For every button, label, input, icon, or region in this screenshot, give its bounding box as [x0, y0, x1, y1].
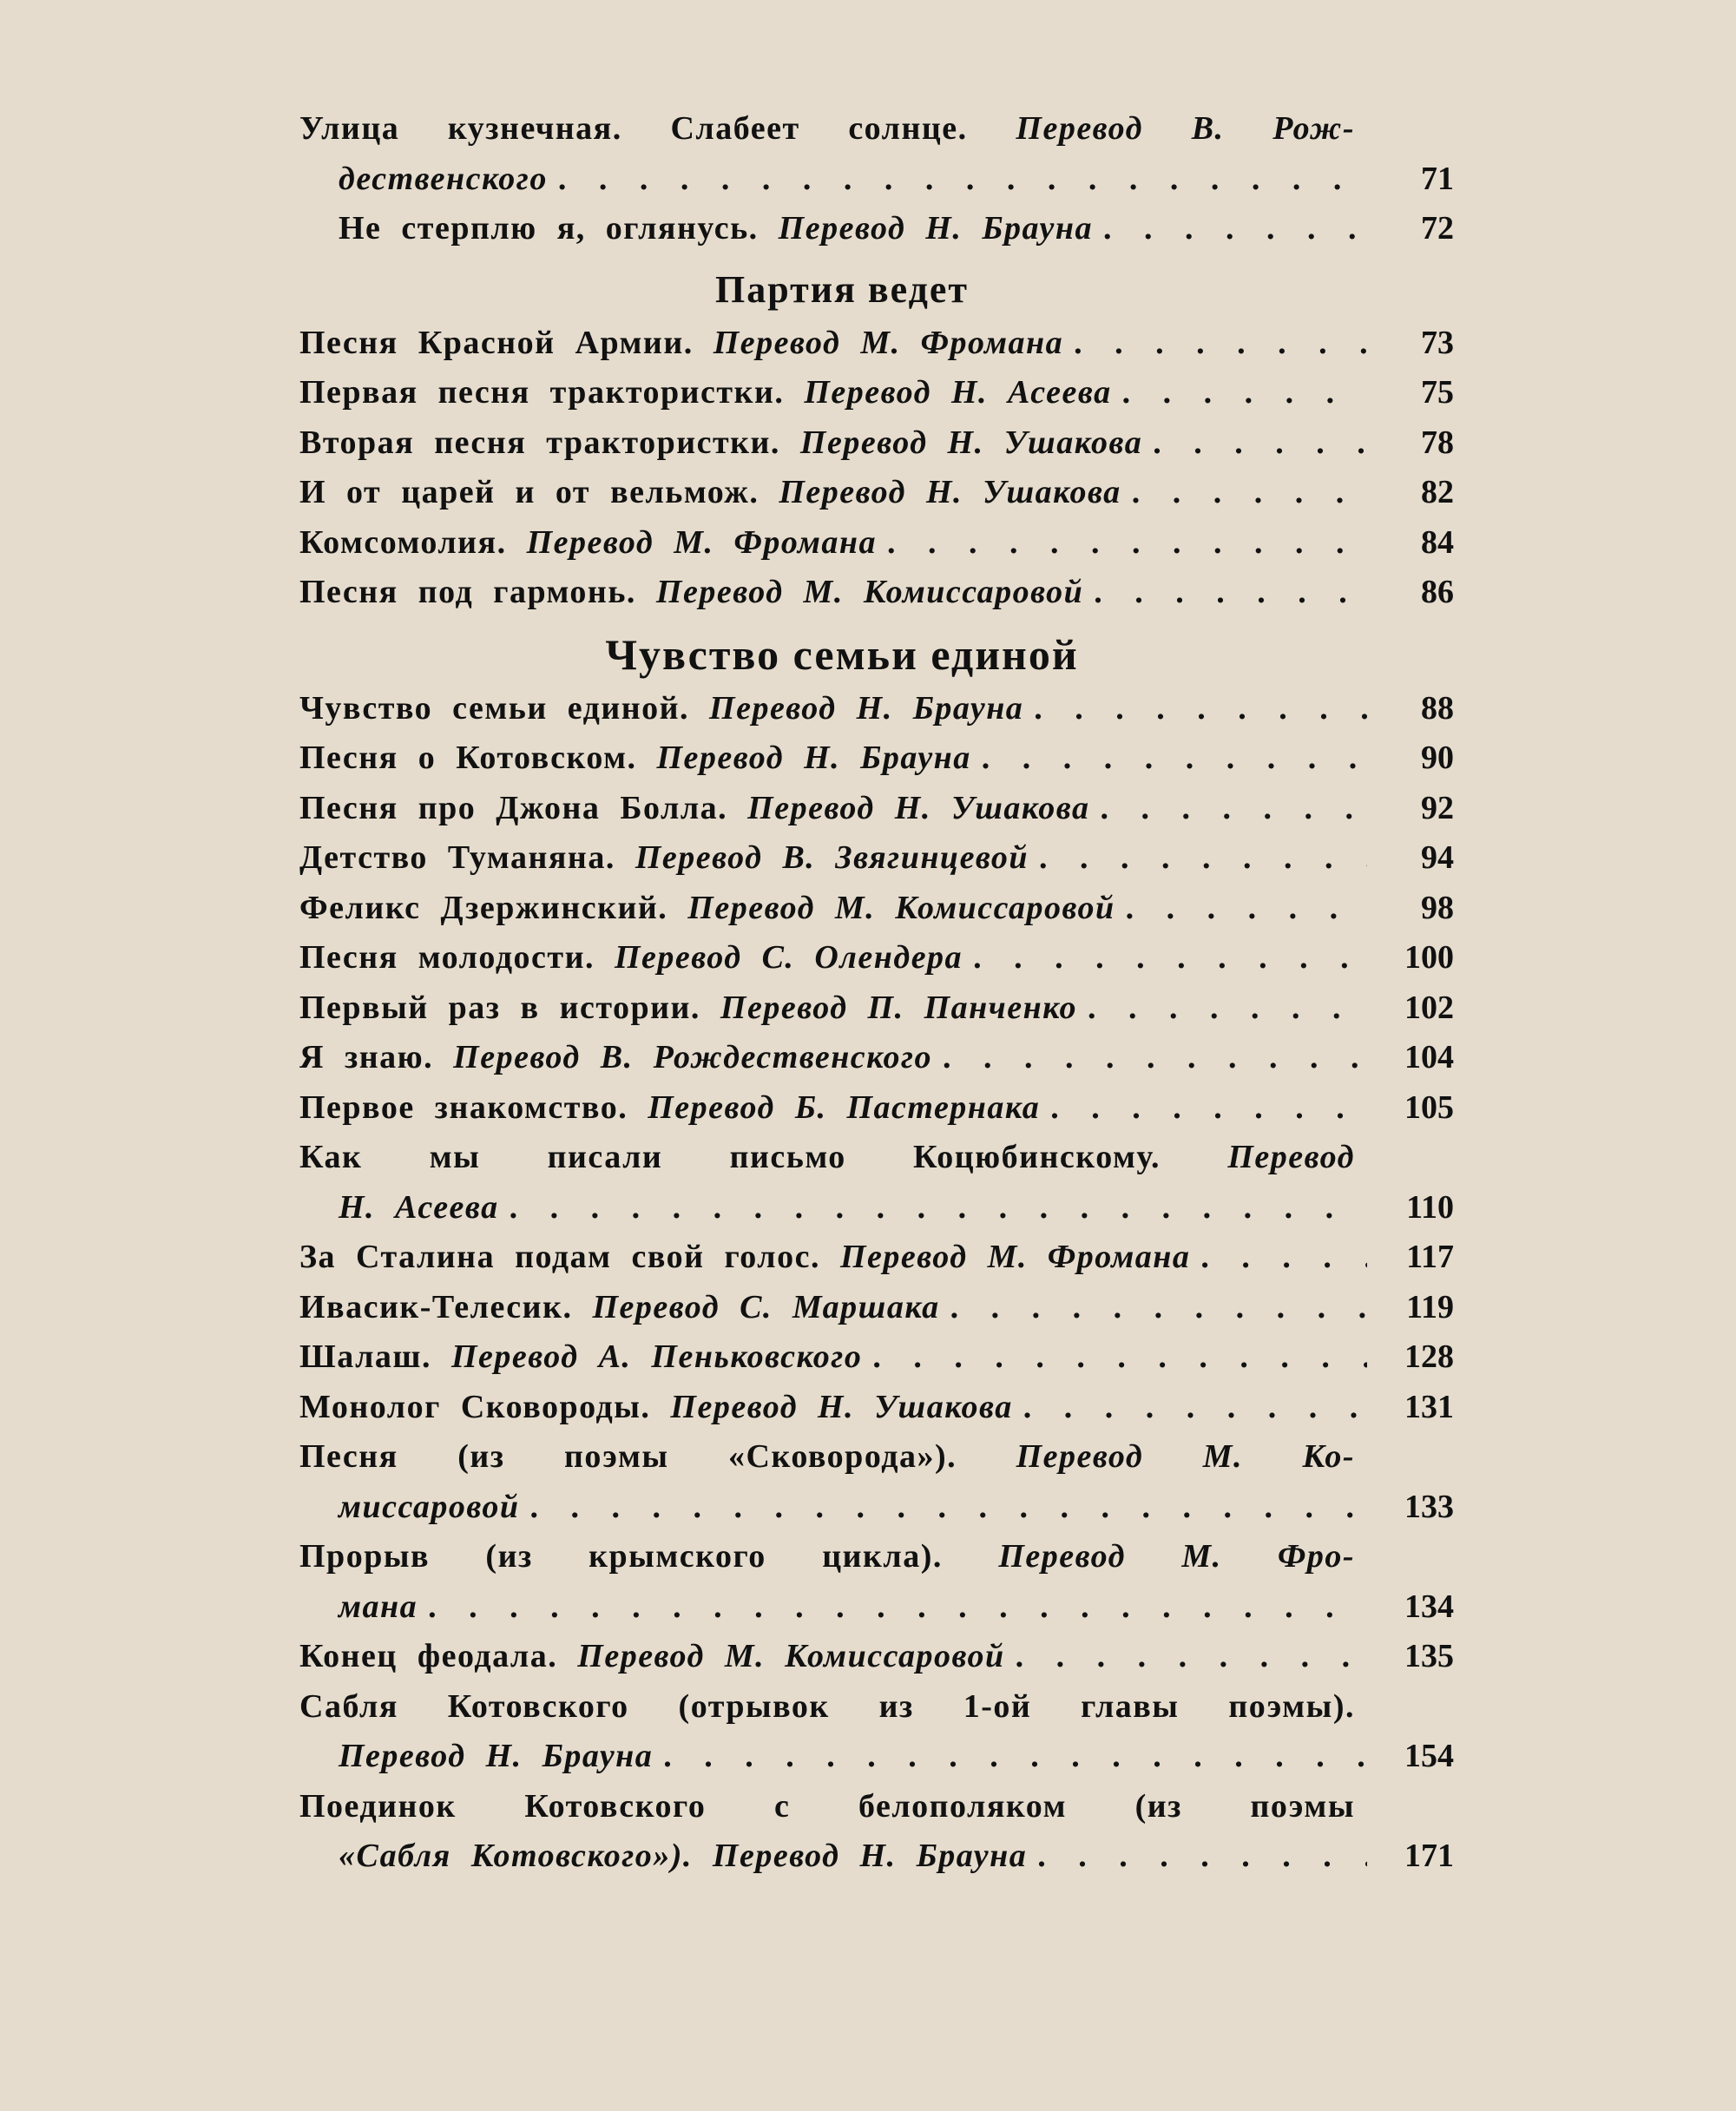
translator-credit: Перевод Б. Пастернака: [648, 1088, 1041, 1126]
entry-text: [299, 204, 1093, 254]
toc-entry[interactable]: [299, 568, 1454, 618]
toc-line: [299, 418, 1454, 469]
leader-dots: [1093, 204, 1367, 254]
work-title: Я знаю.: [299, 1039, 434, 1075]
page-number: 71: [1421, 160, 1454, 197]
entry-text: [299, 1283, 940, 1333]
entry-text: [299, 1033, 932, 1083]
translator-credit: Перевод С. Маршака: [592, 1288, 940, 1325]
toc-line: [299, 1782, 1454, 1832]
entry-text: [299, 319, 1063, 369]
work-title: За Сталина подам свой голос.: [299, 1239, 820, 1275]
work-title: Песня Красной Армии.: [299, 324, 694, 361]
entry-text: [299, 1183, 499, 1233]
entry-text: [299, 1083, 1040, 1134]
entry-text: [299, 104, 1454, 155]
leader-dots: [1029, 833, 1367, 884]
leader-dots: [1089, 784, 1367, 834]
toc-line: [299, 884, 1454, 934]
translator-credit: Перевод Н. Брауна: [339, 1738, 654, 1774]
entry-text: [299, 1682, 1454, 1733]
page-number: 73: [1421, 324, 1454, 361]
page-number: 104: [1404, 1039, 1454, 1075]
work-title: Шалаш.: [299, 1338, 431, 1375]
leader-dots: [963, 933, 1367, 983]
toc-entry[interactable]: [299, 1782, 1454, 1882]
toc-line: [299, 1332, 1454, 1383]
work-title: Улица кузнечная. Слабеет солнце.: [299, 110, 968, 147]
toc-line: [299, 1532, 1454, 1582]
translator-credit: Перевод Н. Ушакова: [670, 1388, 1013, 1425]
entry-text: [299, 1233, 1190, 1283]
toc-line: [299, 1832, 1454, 1882]
translator-credit: Н. Асеева: [339, 1188, 499, 1226]
toc-line: [299, 368, 1454, 418]
toc-entry[interactable]: [299, 1283, 1454, 1333]
leader-dots: [418, 1582, 1367, 1633]
toc-entry[interactable]: [299, 518, 1454, 569]
leader-dots: [877, 518, 1367, 569]
work-title: Не стерплю я, оглянусь.: [339, 210, 759, 247]
entry-text: [299, 733, 971, 784]
entry-text: [299, 368, 1112, 418]
entry-text: [299, 684, 1023, 734]
entry-text: [299, 1532, 1454, 1582]
work-title: Поединок Котовского с белополяком (из поэмы: [299, 1787, 1355, 1825]
page-number: 102: [1404, 989, 1454, 1026]
translator-credit: Перевод Н. Ушакова: [747, 789, 1090, 826]
toc-line: [299, 1432, 1454, 1483]
toc-line: [299, 319, 1454, 369]
toc-line: [299, 518, 1454, 569]
toc-line: [299, 1732, 1454, 1782]
page-number: 105: [1404, 1088, 1454, 1126]
toc-entry[interactable]: [299, 204, 1454, 254]
page-number: 92: [1421, 789, 1454, 826]
leader-dots: [499, 1183, 1367, 1233]
leader-dots: [971, 733, 1367, 784]
translator-credit: Перевод Н. Ушакова: [779, 474, 1121, 510]
entry-text: [299, 468, 1121, 518]
entry-text: [299, 1332, 862, 1383]
work-title: Песня о Котовском.: [299, 740, 637, 776]
translator-credit: Перевод М. Фромана: [840, 1239, 1191, 1275]
page-number: 128: [1404, 1338, 1454, 1375]
work-title: Феликс Дзержинский.: [299, 889, 668, 926]
translator-credit: Перевод М. Фромана: [526, 523, 878, 561]
work-title: Вторая песня трактористки.: [299, 424, 780, 461]
toc-line: [299, 155, 1454, 205]
leader-dots: [548, 155, 1367, 205]
toc-line: [299, 204, 1454, 254]
leader-dots: [1063, 319, 1367, 369]
leader-dots: [1013, 1383, 1367, 1433]
page-number: 134: [1404, 1588, 1454, 1625]
section-heading: Чувство семьи единой: [605, 629, 1079, 679]
translator-credit: дественского: [339, 160, 548, 197]
translator-credit: Перевод М. Комиссаровой: [655, 574, 1084, 610]
toc-entry[interactable]: [299, 983, 1454, 1034]
toc-line: [299, 983, 1454, 1034]
toc-line: [299, 1283, 1454, 1333]
toc-entry[interactable]: [299, 368, 1454, 418]
leader-dots: [1077, 983, 1367, 1034]
leader-dots: [862, 1332, 1367, 1383]
toc-entry[interactable]: [299, 418, 1454, 469]
entry-text: [299, 1383, 1013, 1433]
work-title: Первая песня трактористки.: [299, 374, 785, 411]
translator-credit: Перевод Н. Брауна: [656, 740, 971, 776]
page-number: 135: [1404, 1638, 1454, 1674]
work-title: Первый раз в истории.: [299, 989, 700, 1026]
translator-credit: Перевод Н. Ушакова: [799, 424, 1143, 461]
toc-entry[interactable]: [299, 1632, 1454, 1682]
toc-line: [299, 1582, 1454, 1633]
toc-line: [299, 468, 1454, 518]
translator-credit: Перевод М. Ко-: [1016, 1438, 1356, 1475]
work-title: Комсомолия.: [299, 523, 507, 561]
entry-text: [299, 884, 1115, 934]
translator-credit: Перевод В. Рож-: [1016, 110, 1355, 147]
page-number: 72: [1421, 210, 1454, 247]
toc-entry[interactable]: [299, 468, 1454, 518]
entry-text: [299, 568, 1083, 618]
translator-credit: Перевод М. Комиссаровой: [577, 1638, 1005, 1674]
entry-text: [299, 1782, 1454, 1832]
work-title: Детство Туманяна.: [299, 839, 615, 876]
page-number: 88: [1421, 689, 1454, 727]
entry-text: [299, 1483, 520, 1533]
work-title: Монолог Сковороды.: [299, 1388, 651, 1425]
leader-dots: [1040, 1083, 1367, 1134]
toc-line: [299, 784, 1454, 834]
work-title: Прорыв (из крымского цикла).: [299, 1538, 943, 1575]
translator-credit: Перевод А. Пеньковского: [450, 1338, 863, 1375]
page-number: 86: [1421, 574, 1454, 610]
toc-line: [299, 733, 1454, 784]
translator-credit: Перевод С. Олендера: [614, 939, 963, 976]
page-number: 119: [1406, 1288, 1454, 1325]
leader-dots: [940, 1283, 1367, 1333]
leader-dots: [1121, 468, 1367, 518]
page-number: 133: [1404, 1488, 1454, 1525]
translator-credit: Перевод М. Фромана: [713, 324, 1064, 361]
page-number: 82: [1421, 474, 1454, 510]
leader-dots: [932, 1033, 1367, 1083]
leader-dots: [1112, 368, 1367, 418]
entry-text: [299, 1832, 1027, 1882]
page-number: 131: [1404, 1388, 1454, 1425]
translator-credit: Перевод: [1227, 1139, 1355, 1175]
work-title: Сабля Котовского (отрывок из 1-ой главы поэмы).: [299, 1687, 1355, 1725]
page-number: 100: [1404, 939, 1454, 976]
toc-entry[interactable]: [299, 684, 1454, 734]
leader-dots: [1115, 884, 1367, 934]
toc-entry[interactable]: [299, 104, 1454, 204]
toc-line: [299, 568, 1454, 618]
page-number: 90: [1421, 740, 1454, 776]
work-title: Песня под гармонь.: [299, 574, 636, 610]
translator-credit: Перевод В. Звягинцевой: [635, 839, 1029, 876]
toc-entry[interactable]: [299, 833, 1454, 884]
page-number: 78: [1421, 424, 1454, 461]
work-title: И от царей и от вельмож.: [299, 474, 760, 510]
leader-dots: [520, 1483, 1367, 1533]
toc-entry[interactable]: [299, 733, 1454, 784]
page-number: 75: [1421, 374, 1454, 411]
page-number: 154: [1404, 1738, 1454, 1774]
leader-dots: [1023, 684, 1367, 734]
toc-entry[interactable]: [299, 1383, 1454, 1433]
entry-text: [299, 983, 1077, 1034]
entry-text: [299, 1582, 418, 1633]
entry-text: [299, 1632, 1005, 1682]
translator-credit: Перевод Н. Брауна: [778, 210, 1093, 247]
entry-text: [299, 784, 1089, 834]
toc-line: [299, 1183, 1454, 1233]
toc-line: [299, 933, 1454, 983]
page-number: 117: [1406, 1239, 1454, 1275]
translator-credit: Перевод М. Фро-: [998, 1538, 1355, 1575]
toc-line: [299, 833, 1454, 884]
page-number: 94: [1421, 839, 1454, 876]
leader-dots: [1027, 1832, 1367, 1882]
entry-text: [299, 155, 548, 205]
entry-text: [299, 518, 877, 569]
toc-entry[interactable]: [299, 1083, 1454, 1134]
entry-text: [299, 1732, 653, 1782]
entry-text: [299, 1133, 1454, 1183]
leader-dots: [1083, 568, 1367, 618]
toc-entry[interactable]: [299, 1332, 1454, 1383]
toc-entry[interactable]: [299, 1033, 1454, 1083]
section-heading: Партия ведет: [715, 267, 969, 311]
translator-credit: миссаровой: [339, 1488, 520, 1525]
work-title: Первое знакомство.: [299, 1088, 628, 1126]
toc-line: [299, 1632, 1454, 1682]
translator-credit: мана: [339, 1588, 418, 1625]
toc-line: [299, 684, 1454, 734]
toc-line: [299, 1233, 1454, 1283]
entry-text: [299, 1432, 1454, 1483]
toc-entry[interactable]: [299, 933, 1454, 983]
work-title: Песня про Джона Болла.: [299, 789, 728, 826]
page-number: 84: [1421, 523, 1454, 561]
entry-text: [299, 833, 1029, 884]
work-title: Чувство семьи единой.: [299, 689, 690, 727]
toc-entry[interactable]: [299, 784, 1454, 834]
toc-line: [299, 1682, 1454, 1733]
translator-credit: Перевод В. Рождественского: [453, 1039, 933, 1075]
translator-credit: «Сабля Котовского»). Перевод Н. Брауна: [339, 1838, 1028, 1874]
entry-text: [299, 418, 1142, 469]
toc-entry[interactable]: [299, 1233, 1454, 1283]
toc-entry[interactable]: [299, 319, 1454, 369]
work-title: Песня молодости.: [299, 939, 595, 976]
work-title: Ивасик-Телесик.: [299, 1288, 573, 1325]
translator-credit: Перевод Н. Брауна: [709, 689, 1024, 727]
table-of-contents: [299, 104, 1454, 1882]
toc-line: [299, 1133, 1454, 1183]
page-number: 98: [1421, 889, 1454, 926]
toc-entry[interactable]: [299, 884, 1454, 934]
toc-entry[interactable]: [299, 1133, 1454, 1233]
toc-line: [299, 1483, 1454, 1533]
toc-entry[interactable]: [299, 1432, 1454, 1532]
toc-line: [299, 1383, 1454, 1433]
translator-credit: Перевод Н. Асеева: [804, 374, 1112, 411]
translator-credit: Перевод М. Комиссаровой: [687, 889, 1115, 926]
page-number: 171: [1404, 1838, 1454, 1874]
toc-line: [299, 104, 1454, 155]
leader-dots: [1190, 1233, 1367, 1283]
toc-line: [299, 1033, 1454, 1083]
work-title: Песня (из поэмы «Сковорода»).: [299, 1438, 957, 1475]
toc-entry[interactable]: [299, 1682, 1454, 1782]
toc-entry[interactable]: [299, 1532, 1454, 1632]
toc-line: [299, 1083, 1454, 1134]
translator-credit: Перевод П. Панченко: [720, 989, 1077, 1026]
leader-dots: [653, 1732, 1367, 1782]
page-number: 110: [1406, 1188, 1454, 1226]
leader-dots: [1005, 1632, 1367, 1682]
work-title: Как мы писали письмо Коцюбинскому.: [299, 1139, 1161, 1175]
work-title: Конец феодала.: [299, 1638, 558, 1674]
entry-text: [299, 933, 963, 983]
leader-dots: [1142, 418, 1367, 469]
